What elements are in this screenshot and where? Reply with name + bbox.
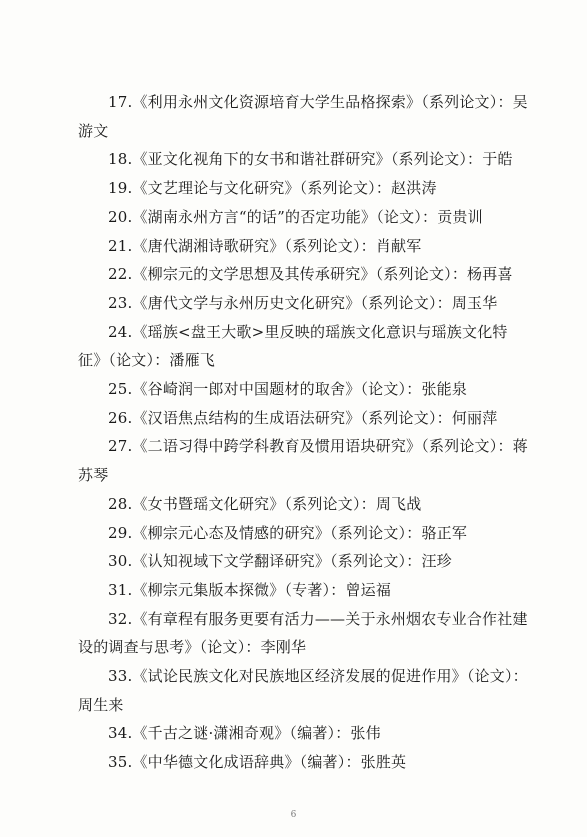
list-item: 22.《柳宗元的文学思想及其传承研究》（系列论文）：杨再喜 xyxy=(108,265,513,284)
list-item: 30.《认知视域下文学翻译研究》（系列论文）：汪珍 xyxy=(108,552,452,571)
list-item: 18.《亚文化视角下的女书和谐社群研究》（系列论文）：于皓 xyxy=(108,150,513,169)
list-item: 17.《利用永州文化资源培育大学生品格探索》（系列论文）：吴游文 xyxy=(78,93,528,140)
list-item: 19.《文艺理论与文化研究》（系列论文）：赵洪涛 xyxy=(108,179,437,198)
list-item: 35.《中华德文化成语辞典》（编著）：张胜英 xyxy=(108,753,407,772)
list-item: 25.《谷崎润一郎对中国题材的取舍》（论文）：张能泉 xyxy=(108,380,468,399)
list-item: 26.《汉语焦点结构的生成语法研究》（系列论文）：何丽萍 xyxy=(108,408,498,427)
list-item: 24.《瑶族<盘王大歌>里反映的瑶族文化意识与瑶族文化特征》（论文）：潘雁飞 xyxy=(78,322,508,370)
list-item: 34.《千古之谜·潇湘奇观》（编著）：张伟 xyxy=(108,724,381,743)
list-item: 31.《柳宗元集版本探微》（专著）：曾运福 xyxy=(108,580,392,599)
list-item: 21.《唐代湖湘诗歌研究》（系列论文）：肖献军 xyxy=(108,236,422,255)
list-item: 20.《湖南永州方言“的话”的否定功能》（论文）：贡贵训 xyxy=(108,207,483,226)
list-item: 27.《二语习得中跨学科教育及惯用语块研究》（系列论文）：蒋苏琴 xyxy=(78,437,528,485)
publication-list xyxy=(78,88,528,777)
list-item: 33.《试论民族文化对民族地区经济发展的促进作用》（论文）：周生来 xyxy=(78,667,528,714)
list-item: 32.《有章程有服务更要有活力——关于永州烟农专业合作社建设的调查与思考》（论文）：李刚华 xyxy=(78,609,528,657)
list-item: 29.《柳宗元心态及情感的研究》（系列论文）：骆正军 xyxy=(108,523,468,542)
page-number: 6 xyxy=(290,810,297,820)
list-item: 28.《女书暨瑶文化研究》（系列论文）：周飞战 xyxy=(108,494,422,513)
list-item: 23.《唐代文学与永州历史文化研究》（系列论文）：周玉华 xyxy=(108,293,498,312)
